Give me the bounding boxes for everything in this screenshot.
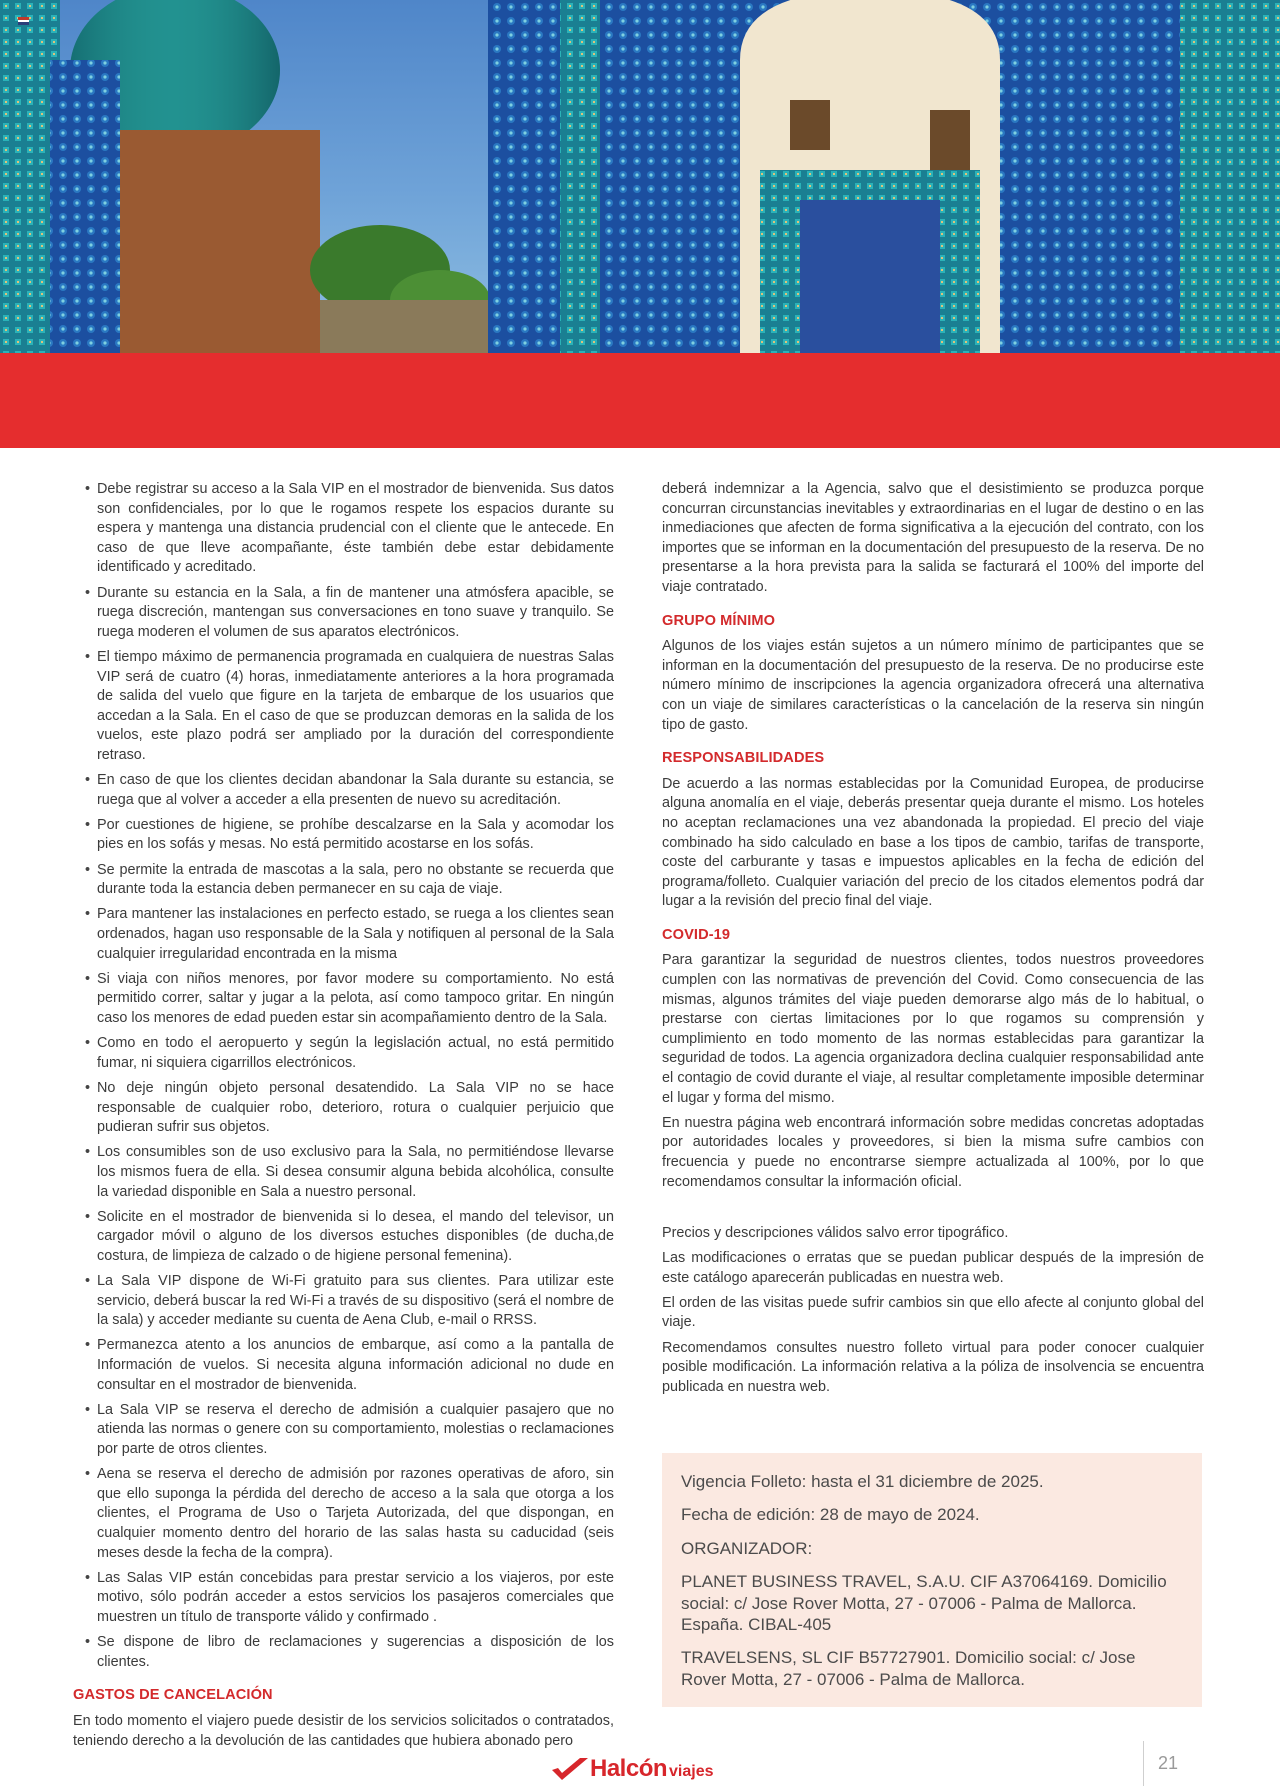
list-item: • Se dispone de libro de reclamaciones y sugerencias a disposición de los clientes. bbox=[73, 1633, 614, 1672]
list-item: • Si viaja con niños menores, por favor modere su comportamiento. No está permitido correr, saltar y jugar a la pelota, así como tampoco gritar. En ningún caso los menores de edad pueden estar sin acompañamiento dentro de la Sala. bbox=[73, 970, 614, 1029]
brand-sub: viajes bbox=[669, 1763, 714, 1780]
flag-icon bbox=[18, 17, 29, 25]
list-item: • La Sala VIP se reserva el derecho de admisión a cualquier pasajero que no atienda las normas o genere con su comportamiento, molestias o reclamaciones por parte de otros clientes. bbox=[73, 1401, 614, 1460]
vigencia-text: Vigencia Folleto: hasta el 31 diciembre de 2025. bbox=[681, 1472, 1044, 1491]
cancelacion-text-end: deberá indemnizar a la Agencia, salvo que el desistimiento se produzca porque concurran circunstancias inevitables y extraordinarias en el lugar de destino o en las inmediaciones que afecten de forma significativa a la ejecución del contrato, con los importes que se informan en la documentación del presupuesto de la reserva. De no presentarse a la hora prevista para la salida se facturará el 100% del importe del viaje contratado. bbox=[662, 481, 1204, 595]
organizador-2: TRAVELSENS, SL CIF B57727901. Domicilio social: c/ Jose Rover Motta, 27 - 07006 - Palma de Mallorca. bbox=[681, 1648, 1136, 1689]
list-item: • Debe registrar su acceso a la Sala VIP en el mostrador de bienvenida. Sus datos son confidenciales, por lo que le rogamos respete los espacios durante su espera y mantenga una distancia prudencial con el cliente que le antecede. En caso de que lleve acompañante, éste también debe estar debidamente identificado y acreditado. bbox=[73, 480, 614, 578]
list-item: • Durante su estancia en la Sala, a fin de mantener una atmósfera apacible, se ruega discreción, mantengan sus conversaciones en tono suave y tranquilo. Se ruega moderen el volumen de sus aparatos electrónicos. bbox=[73, 584, 614, 643]
covid-text-2: En nuestra página web encontrará información sobre medidas concretas adoptadas por autoridades locales y proveedores, si bien la misma sufre cambios con frecuencia y puede no encontrarse siempre actualizada al 100%, por lo que recomendamos consultar la información oficial. bbox=[662, 1114, 1204, 1190]
list-item: • Los consumibles son de uso exclusivo para la Sala, no permitiéndose llevarse los mismos fuera de ella. Si desea consumir alguna bebida alcohólica, consulte la variedad disponible en Sala a nuestro personal. bbox=[73, 1143, 614, 1202]
list-item: • Las Salas VIP están concebidas para prestar servicio a los viajeros, por este motivo, sólo podrán acceder a estos servicios los pasajeros comerciales que muestren un título de transporte válido y confirmado . bbox=[73, 1569, 614, 1628]
brand-name: Halcón bbox=[590, 1755, 668, 1782]
note-item: Precios y descripciones válidos salvo error tipográfico. bbox=[662, 1224, 1009, 1241]
halcon-wing-icon bbox=[550, 1756, 590, 1782]
list-item: • En caso de que los clientes decidan abandonar la Sala durante su estancia, se ruega que al volver a acceder a ella presenten de nuevo su acreditación. bbox=[73, 771, 614, 810]
fecha-edicion-text: Fecha de edición: 28 de mayo de 2024. bbox=[681, 1505, 980, 1525]
right-column bbox=[662, 480, 1204, 1403]
hero-image bbox=[0, 0, 1280, 353]
hero-illustration bbox=[0, 0, 1280, 353]
organizador-label: ORGANIZADOR: bbox=[681, 1538, 813, 1558]
red-banner bbox=[0, 353, 1280, 448]
brochure-info-box bbox=[662, 1453, 1202, 1707]
covid-text-1: Para garantizar la seguridad de nuestros clientes, todos nuestros proveedores cumplen con las normativas de prevención del Covid. Como consecuencia de las mismas, algunos trámites del viaje pueden demorarse algo más de lo habitual, o prestarse con ciertas limitaciones por lo que rogamos su comprensión y cumplimiento en todo momento de las normas establecidas para garantizar la seguridad de todos. La agencia organizadora declina cualquier responsabilidad ante el contagio de covid durante el viaje, al resultar completamente imposible determinar el lugar y forma del mismo. bbox=[662, 952, 1204, 1106]
list-item: • El tiempo máximo de permanencia programada en cualquiera de nuestras Salas VIP será de cuatro (4) horas, inmediatamente anteriores a la hora programada de salida del vuelo que figure en la tarjeta de embarque de los usuarios que accedan a la Sala. En el caso de que se produzcan demoras en la salida de los vuelos, este plazo podrá ser ampliado por la duración del correspondiente retraso. bbox=[73, 648, 614, 766]
responsabilidades-heading: RESPONSABILIDADES bbox=[662, 750, 825, 767]
grupo-minimo-text: Algunos de los viajes están sujetos a un número mínimo de participantes que se informan en la documentación del presupuesto de la reserva. De no producirse este número mínimo de inscripciones la agencia organizadora ofrecerá una alternativa con un viaje de similares características o la cancelación de la reserva sin ningún tipo de gasto. bbox=[662, 638, 1204, 733]
note-item: Las modificaciones o erratas que se puedan publicar después de la impresión de este catálogo aparecerán publicadas en nuestra web. bbox=[662, 1249, 1204, 1286]
list-item: • Permanezca atento a los anuncios de embarque, así como a la pantalla de Información de vuelos. Si necesita alguna información adicional no dude en consultar en el mostrador de bienvenida. bbox=[73, 1336, 614, 1395]
list-item: • Por cuestiones de higiene, se prohíbe descalzarse en la Sala y acomodar los pies en los sofás y mesas. No está permitido acostarse en los sofás. bbox=[73, 816, 614, 855]
list-item: • Solicite en el mostrador de bienvenida si lo desea, el mando del televisor, un cargador móvil o alguno de los diversos estuches disponibles (de ducha,de costura, de limpieza de calzado o de higiene personal femenina). bbox=[73, 1208, 614, 1267]
cancelacion-text-start: En todo momento el viajero puede desistir de los servicios solicitados o contratados, teniendo derecho a la devolución de las cantidades que hubiera abonado pero bbox=[73, 1712, 614, 1749]
list-item: • No deje ningún objeto personal desatendido. La Sala VIP no se hace responsable de cualquier robo, deterioro, rotura o cualquier perjuicio que pudieran sufrir sus objetos. bbox=[73, 1079, 614, 1138]
covid-heading: COVID-19 bbox=[662, 926, 731, 943]
vip-rules-list bbox=[73, 480, 614, 1672]
footer-divider bbox=[1143, 1741, 1144, 1786]
page-number: 21 bbox=[1158, 1753, 1179, 1773]
note-item: El orden de las visitas puede sufrir cambios sin que ello afecte al conjunto global del viaje. bbox=[662, 1294, 1204, 1331]
list-item: • Para mantener las instalaciones en perfecto estado, se ruega a los clientes sean ordenados, hagan uso responsable de la Sala y notifiquen al personal de la Sala cualquier irregularidad encontrada en la misma bbox=[73, 905, 614, 964]
list-item: • Aena se reserva el derecho de admisión por razones operativas de aforo, sin que ello suponga la pérdida del derecho de acceso a la sala que otorga a los clientes, el Programa de Uso o Tarjeta Autorizada, del que dispongan, en cualquier momento dentro del horario de las salas hasta su caducidad (seis meses desde la fecha de la compra). bbox=[73, 1465, 614, 1563]
grupo-minimo-heading: GRUPO MÍNIMO bbox=[662, 612, 776, 629]
list-item: • Se permite la entrada de mascotas a la sala, pero no obstante se recuerda que durante toda la estancia deben permanecer en su caja de viaje. bbox=[73, 861, 614, 900]
left-column bbox=[73, 480, 614, 1757]
note-item: Recomendamos consultes nuestro folleto virtual para poder conocer cualquier posible modificación. La información relativa a la póliza de insolvencia se encuentra publicada en nuestra web. bbox=[662, 1339, 1204, 1395]
list-item: • La Sala VIP dispone de Wi-Fi gratuito para sus clientes. Para utilizar este servicio, deberá buscar la red Wi-Fi a través de su dispositivo (será el nombre de la sala) y acceder mediante su cuenta de Aena Club, e-mail o RRSS. bbox=[73, 1272, 614, 1331]
cancelacion-heading: GASTOS DE CANCELACIÓN bbox=[73, 1687, 273, 1704]
organizador-1: PLANET BUSINESS TRAVEL, S.A.U. CIF A37064169. Domicilio social: c/ Jose Rover Motta, 27 - 07006 - Palma de Mallorca. España. CIBAL-405 bbox=[681, 1572, 1167, 1635]
halcon-logo bbox=[550, 1752, 714, 1782]
responsabilidades-text: De acuerdo a las normas establecidas por la Comunidad Europea, de producirse alguna anomalía en el viaje, deberás presentar queja durante el mismo. Los hoteles no aceptan reclamaciones una vez abandonada la propiedad. El precio del viaje combinado ha sido calculado en base a los tipos de cambio, tarifas de transporte, coste del carburante y tasas e impuestos aplicables en la fecha de edición del programa/folleto. Cualquier variación del precio de los citados elementos podrá dar lugar a la revisión del precio final del viaje. bbox=[662, 775, 1204, 910]
list-item: • Como en todo el aeropuerto y según la legislación actual, no está permitido fumar, ni siquiera cigarrillos electrónicos. bbox=[73, 1034, 614, 1073]
